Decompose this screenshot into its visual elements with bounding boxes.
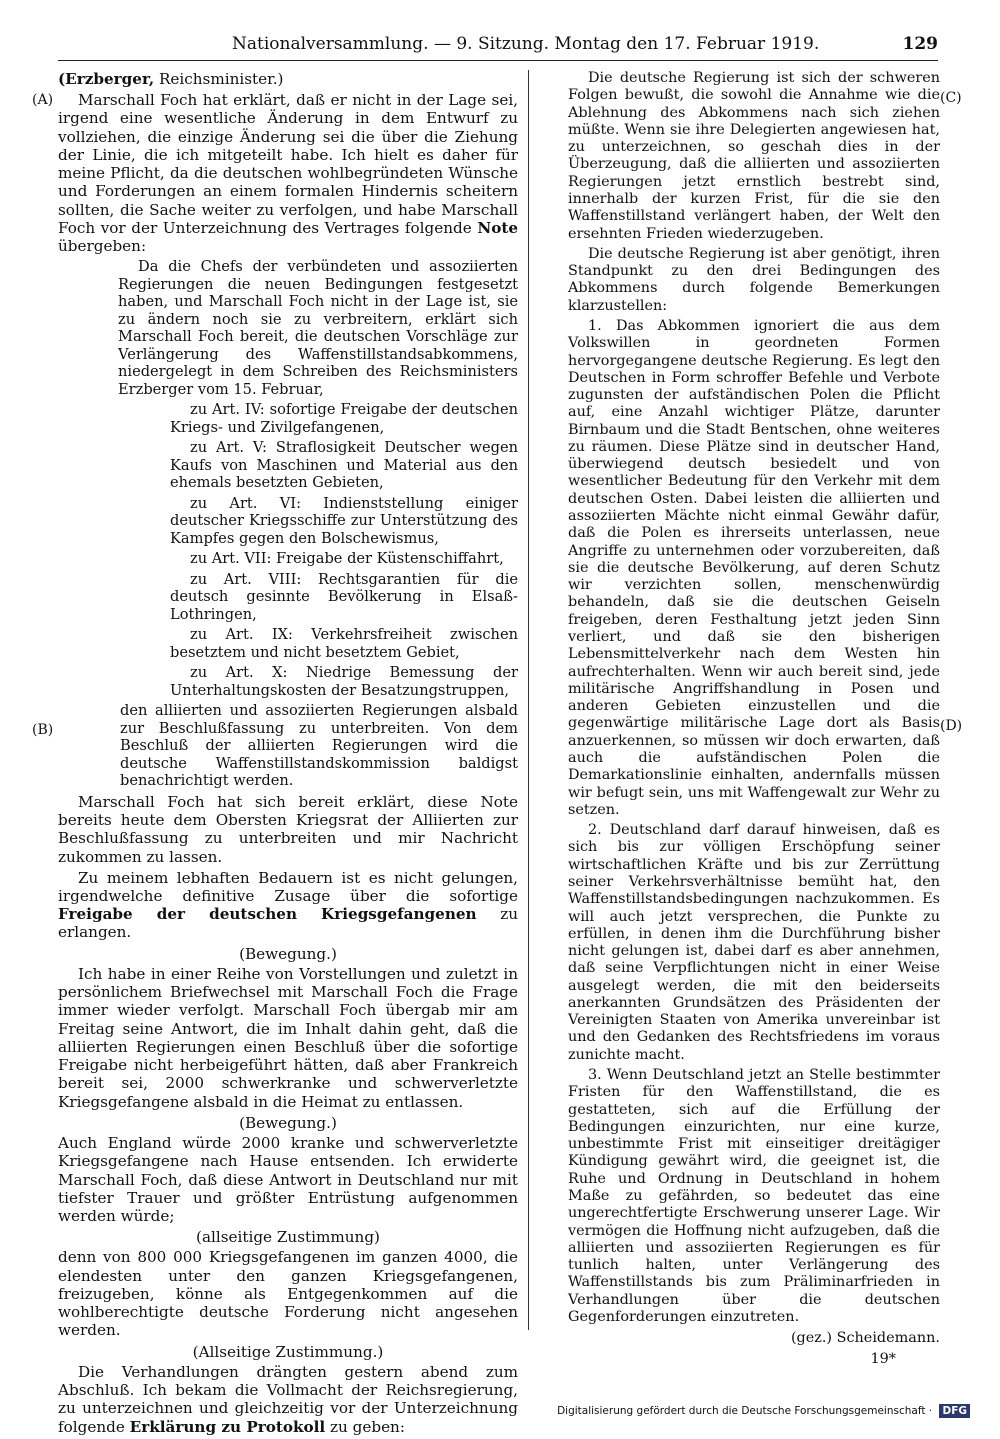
interjection: (allseitige Zustimmung) (196, 1228, 380, 1247)
margin-marker-a: (A) (32, 92, 54, 108)
paragraph: Auch England würde 2000 kranke und schwerverletzte Kriegsgefangene nach Hause entsenden. Ich erwiderte Marschall Foch, daß diese Antwort in Deutschland nur mit tiefster Trauer und größter Entrüstung aufgenommen werden würde; (58, 1134, 518, 1225)
numbered-item: 1. Das Abkommen ignoriert die aus dem Volkswillen in geordneten Formen hervorgegangene deutsche Regierung. Es legt den Deutschen in Form schroffer Befehle und Verbote zugunsten der aufständischen Polen die Pflicht auf, eine Anzahl wichtiger Plätze, darunter Birnbaum und die Stadt Bentschen, ohne weiteres zu räumen. Diese Plätze sind in deutscher Hand, überwiegend deutsch besiedelt und von wesentlicher Bedeutung für den Verkehr mit dem deutschen Osten. Dabei leisten die alliierten und assoziierten Mächte nicht einmal Gewähr dafür, daß die Polen es ihrerseits unterlassen, neue Angriffe zu unternehmen oder vorzubereiten, daß sie die deutsche Bevölkerung, auf deren Schutz wir verzichten sollen, menschenwürdig behandeln, daß sie die deutschen Geiseln freigeben, deren Festhaltung jetzt jeden Sinn verliert, und daß sie den bisherigen Lebensmittelverkehr nach dem Westen hin aufrechterhalten. Wenn wir auch bereit sind, jede militärische Angriffshandlung in Posen und anderen Gebieten einzustellen und die gegenwärtige militärische Lage dort als Basis anzuerkennen, so müssen wir doch erwarten, daß auch die aufständischen Polen die Demarkationslinie einhalten, andernfalls müssen wir befugt sein, uns mit Waffengewalt zur Wehr zu setzen. (568, 317, 940, 818)
article-item: zu Art. X: Niedrige Bemessung der Unterhaltungskosten der Besatzungstruppen, (170, 664, 518, 699)
article-item: zu Art. VI: Indienststellung einiger deutscher Kriegsschiffe zur Unterstützung des Kampfes gegen den Bolschewismus, (170, 494, 518, 547)
article-item: zu Art. VIII: Rechtsgarantien für die deutsch gesinnte Bevölkerung in Elsaß-Lothringen, (170, 570, 518, 623)
speaker-line (58, 70, 518, 88)
paragraph (58, 91, 518, 255)
dfg-logo: DFG (939, 1404, 970, 1418)
paragraph: denn von 800 000 Kriegsgefangenen im ganzen 4000, die elendesten unter den ganzen Kriegsgefangenen, freizugeben, könne als Entgegenkommen auf die wohlberechtigte deutsche Forderung nicht angesehen werden. (58, 1248, 518, 1340)
emphasis-note: Note (477, 218, 519, 237)
article-list (146, 401, 518, 699)
paragraph-text: Zu meinem lebhaften Bedauern ist es nicht gelungen, irgendwelche definitive Zusage über die sofortige (58, 868, 518, 906)
page-header (58, 34, 938, 64)
paragraph-text: zu geben: (330, 1417, 405, 1436)
header-title: Nationalversammlung. — 9. Sitzung. Montag den 17. Februar 1919. (232, 34, 820, 54)
header-rule (58, 60, 938, 61)
interjection: (Allseitige Zustimmung.) (192, 1342, 384, 1361)
footer-credit (557, 1404, 970, 1418)
speaker-role: Reichsminister.) (158, 70, 284, 88)
paragraph: Marschall Foch hat sich bereit erklärt, diese Note bereits heute dem Obersten Kriegsrat der Alliierten zur Beschlußfassung zu unterbreiten und mir Nachricht zukommen zu lassen. (58, 792, 518, 866)
paragraph: Die deutsche Regierung ist aber genötigt, ihren Standpunkt zu den drei Bedingungen des Abkommens durch folgende Bemerkungen klarzustellen: (568, 245, 940, 314)
article-item: zu Art. VII: Freigabe der Küstenschiffahrt, (190, 550, 504, 568)
article-item: zu Art. IV: sofortige Freigabe der deutschen Kriegs- und Zivilgefangenen, (170, 401, 518, 436)
margin-marker-d: (D) (940, 718, 963, 734)
left-column (58, 70, 518, 1439)
numbered-item: 3. Wenn Deutschland jetzt an Stelle bestimmter Fristen für den Waffenstillstand, die es gestatteten, sich auf die Erfüllung der Bedingungen einzurichten, nur eine kurze, unbestimmte Frist mit einseitiger dreitägiger Kündigung gewährt wird, die geeignet ist, die Ruhe und Ordnung in Deutschland in hohem Maße zu gefährden, so bedeutet das eine ungerechtfertigte Erschwerung unserer Lage. Wir vermögen die Hoffnung nicht aufzugeben, daß die alliierten und assoziierten Regierungen es für tunlich halten, unter Verlängerung des Waffenstillstands bis zum Präliminarfrieden in Verhandlungen über die deutschen Gegenforderungen einzutreten. (568, 1067, 940, 1325)
paragraph (58, 1363, 518, 1436)
paragraph-text: Die Verhandlungen drängten gestern abend zum Abschluß. Ich bekam die Vollmacht der Reichsregierung, zu unterzeichnen und gleichzeitig vor der Unterzeichnung folgende (58, 1362, 518, 1436)
footer-text: Digitalisierung gefördert durch die Deutsche Forschungsgemeinschaft · (557, 1405, 933, 1417)
page-number: 129 (902, 34, 938, 54)
emphasis-erklaerung: Erklärung zu Protokoll (129, 1417, 326, 1436)
paragraph (58, 869, 518, 942)
interjection: (Bewegung.) (239, 944, 337, 963)
paragraph-text: Marschall Foch hat erklärt, daß er nicht in der Lage sei, irgend eine wesentliche Änderung in dem Entwurf zu vollziehen, die einzige Änderung sei die über die Ziehung der Linie, die ich mitgeteilt habe. Ich hielt es daher für meine Pflicht, da die deutschen wohlbegründeten Wünsche und Forderungen an einem formalen Hindernis scheitern sollten, die Sache weiter zu verfolgen, und habe Marschall Foch vor der Unterzeichnung des Vertrages folgende (58, 91, 518, 237)
signature: (gez.) Scheidemann. (790, 1330, 940, 1347)
sheet-number: 19* (870, 1350, 896, 1367)
emphasis-freigabe: Freigabe der deutschen Kriegsgefangenen (58, 905, 477, 924)
numbered-item: 2. Deutschland darf darauf hinweisen, daß es sich bis zur völligen Erschöpfung seiner wirtschaftlichen Kräfte und bis zur Zerrüttung seiner Verkehrsverhältnisse bemüht hat, den Waffenstillstandsbedingungen nachzukommen. Es will auch jetzt versprechen, die Punkte zu erfüllen, in denen ihm die Durchführung bisher nicht gelungen ist, dabei darf es aber annehmen, daß seine Verpflichtungen nicht in einer Weise ausgelegt werden, die mit den beiderseits anerkannten Grundsätzen des Präsidenten der Vereinigten Staaten von Amerika unvereinbar ist und den Gedanken des Rechtsfriedens im voraus zunichte macht. (568, 822, 940, 1063)
note-text: Da die Chefs der verbündeten und assoziierten Regierungen die neuen Bedingungen festgesetzt haben, und Marschall Foch nicht in der Lage ist, sie zu ändern noch sie zu verbreitern, erklärt sich Marschall Foch bereit, die deutschen Vorschläge zur Verlängerung des Waffenstillstandsabkommens, niedergelegt in dem Schreiben des Reichsministers Erzberger vom 15. Februar, (118, 258, 518, 398)
paragraph-text: zu erlangen. (58, 905, 518, 942)
margin-marker-c: (C) (940, 90, 962, 106)
paragraph-text: übergeben: (58, 237, 147, 256)
interjection: (Bewegung.) (239, 1113, 337, 1132)
margin-marker-b: (B) (32, 722, 54, 738)
paragraph: Ich habe in einer Reihe von Vorstellungen und zuletzt in persönlichem Briefwechsel mit Marschall Foch die Frage immer wieder verfolgt. Marschall Foch übergab mir am Freitag seine Antwort, die im Inhalt dahin geht, daß die alliierten Regierungen einen Beschluß über die sofortige Freigabe nicht herbeigeführt hätten, daß aber Frankreich bereit sei, 2000 schwerkranke und schwerverletzte Kriegsgefangene alsbald in die Heimat zu entlassen. (58, 964, 518, 1111)
article-item: zu Art. IX: Verkehrsfreiheit zwischen besetztem und nicht besetztem Gebiet, (170, 626, 518, 661)
note-text: den alliierten und assoziierten Regierungen alsbald zur Beschlußfassung zu unterbreiten. Von dem Beschluß der alliierten Regierungen wird die deutsche Waffenstillstandskommission baldigst benachrichtigt werden. (120, 702, 518, 790)
column-divider (528, 70, 529, 1330)
speaker-name: (Erzberger, (58, 70, 155, 88)
right-column (568, 70, 940, 1371)
paragraph: Die deutsche Regierung ist sich der schweren Folgen bewußt, die sowohl die Annahme wie die Ablehnung des Abkommens nach sich ziehen müßte. Wenn sie ihre Delegierten angewiesen hat, zu unterzeichnen, so geschah dies in der Überzeugung, daß die alliierten und assoziierten Regierungen jetzt ernstlich bestrebt sind, innerhalb der kurzen Frist, für die sie den Waffenstillstand verlängert haben, der Welt den ersehnten Frieden wiederzugeben. (568, 70, 940, 242)
article-item: zu Art. V: Straflosigkeit Deutscher wegen Kaufs von Maschinen und Material aus den ehemals besetzten Gebieten, (170, 439, 518, 492)
